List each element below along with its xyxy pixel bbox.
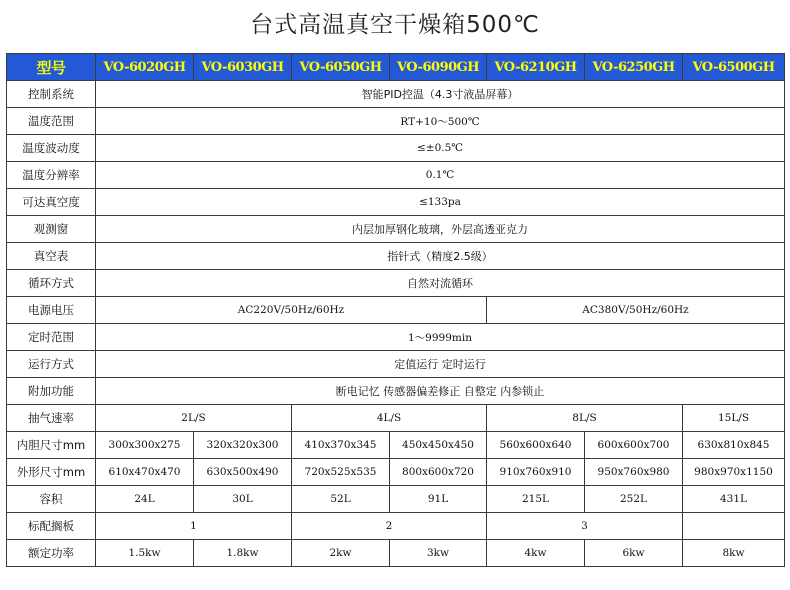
row-label: 控制系统: [7, 81, 96, 108]
cell-value: AC380V/50Hz/60Hz: [487, 297, 785, 324]
row-label: 运行方式: [7, 351, 96, 378]
cell-value: 600x600x700: [585, 432, 683, 459]
cell-value: 4kw: [487, 540, 585, 567]
table-row: [7, 189, 785, 216]
table-row: [7, 216, 785, 243]
cell-value: AC220V/50Hz/60Hz: [96, 297, 487, 324]
row-label: 定时范围: [7, 324, 96, 351]
row-label: 温度分辨率: [7, 162, 96, 189]
cell-value: 980x970x1150: [683, 459, 785, 486]
spec-table: [6, 53, 785, 567]
table-row: [7, 162, 785, 189]
cell-value: 431L: [683, 486, 785, 513]
cell-value: 800x600x720: [390, 459, 487, 486]
cell-value: 15L/S: [683, 405, 785, 432]
table-row: [7, 351, 785, 378]
cell-value: 定值运行 定时运行: [96, 351, 785, 378]
cell-value: 3: [487, 513, 683, 540]
cell-value: ≤133pa: [96, 189, 785, 216]
cell-value: 252L: [585, 486, 683, 513]
row-label: 标配搁板: [7, 513, 96, 540]
cell-value: 智能PID控温（4.3寸液晶屏幕）: [96, 81, 785, 108]
cell-value: 560x600x640: [487, 432, 585, 459]
table-row: [7, 540, 785, 567]
cell-value: 52L: [292, 486, 390, 513]
cell-value: 630x810x845: [683, 432, 785, 459]
table-row: [7, 135, 785, 162]
model-name: VO-6090GH: [390, 54, 487, 81]
cell-value: 1.8kw: [194, 540, 292, 567]
table-row: [7, 108, 785, 135]
row-label: 外形尺寸mm: [7, 459, 96, 486]
cell-value: 2: [292, 513, 487, 540]
cell-value: 91L: [390, 486, 487, 513]
table-row: [7, 459, 785, 486]
cell-value: 300x300x275: [96, 432, 194, 459]
row-label: 附加功能: [7, 378, 96, 405]
row-label: 抽气速率: [7, 405, 96, 432]
model-name: VO-6210GH: [487, 54, 585, 81]
table-row: [7, 324, 785, 351]
table-row: [7, 486, 785, 513]
row-label: 容积: [7, 486, 96, 513]
table-row: [7, 243, 785, 270]
table-row: [7, 513, 785, 540]
cell-value: 2L/S: [96, 405, 292, 432]
row-label: 温度波动度: [7, 135, 96, 162]
cell-value: RT+10～500℃: [96, 108, 785, 135]
row-label: 内胆尺寸mm: [7, 432, 96, 459]
cell-value: 4L/S: [292, 405, 487, 432]
table-row: [7, 270, 785, 297]
cell-value: 内层加厚钢化玻璃，外层高透亚克力: [96, 216, 785, 243]
cell-value: 指针式（精度2.5级）: [96, 243, 785, 270]
cell-value: 950x760x980: [585, 459, 683, 486]
row-label: 电源电压: [7, 297, 96, 324]
cell-value: 450x450x450: [390, 432, 487, 459]
cell-value: 1～9999min: [96, 324, 785, 351]
cell-value: 215L: [487, 486, 585, 513]
cell-value: 910x760x910: [487, 459, 585, 486]
row-label: 循环方式: [7, 270, 96, 297]
cell-value: 1: [96, 513, 292, 540]
cell-value: 30L: [194, 486, 292, 513]
header-row: [7, 54, 785, 81]
cell-value: 1.5kw: [96, 540, 194, 567]
table-row: [7, 378, 785, 405]
cell-value: 610x470x470: [96, 459, 194, 486]
cell-value: 3kw: [390, 540, 487, 567]
table-row: [7, 432, 785, 459]
cell-value: 410x370x345: [292, 432, 390, 459]
cell-value: ≤±0.5℃: [96, 135, 785, 162]
row-label: 额定功率: [7, 540, 96, 567]
row-label: 温度范围: [7, 108, 96, 135]
cell-value: 8L/S: [487, 405, 683, 432]
row-label: 观测窗: [7, 216, 96, 243]
model-name: VO-6500GH: [683, 54, 785, 81]
model-name: VO-6030GH: [194, 54, 292, 81]
model-name: VO-6050GH: [292, 54, 390, 81]
cell-value: 自然对流循环: [96, 270, 785, 297]
cell-value: 断电记忆 传感器偏差修正 自整定 内参锁止: [96, 378, 785, 405]
cell-value: 2kw: [292, 540, 390, 567]
row-label: 可达真空度: [7, 189, 96, 216]
table-row: [7, 297, 785, 324]
table-row: [7, 405, 785, 432]
cell-value: 320x320x300: [194, 432, 292, 459]
cell-value: 8kw: [683, 540, 785, 567]
model-name: VO-6250GH: [585, 54, 683, 81]
model-name: VO-6020GH: [96, 54, 194, 81]
cell-value: 6kw: [585, 540, 683, 567]
cell-value: [683, 513, 785, 540]
page-title: 台式高温真空干燥箱500℃: [250, 12, 540, 38]
row-label: 真空表: [7, 243, 96, 270]
cell-value: 0.1℃: [96, 162, 785, 189]
cell-value: 720x525x535: [292, 459, 390, 486]
table-row: [7, 81, 785, 108]
model-header-label: 型号: [7, 54, 96, 81]
cell-value: 630x500x490: [194, 459, 292, 486]
cell-value: 24L: [96, 486, 194, 513]
